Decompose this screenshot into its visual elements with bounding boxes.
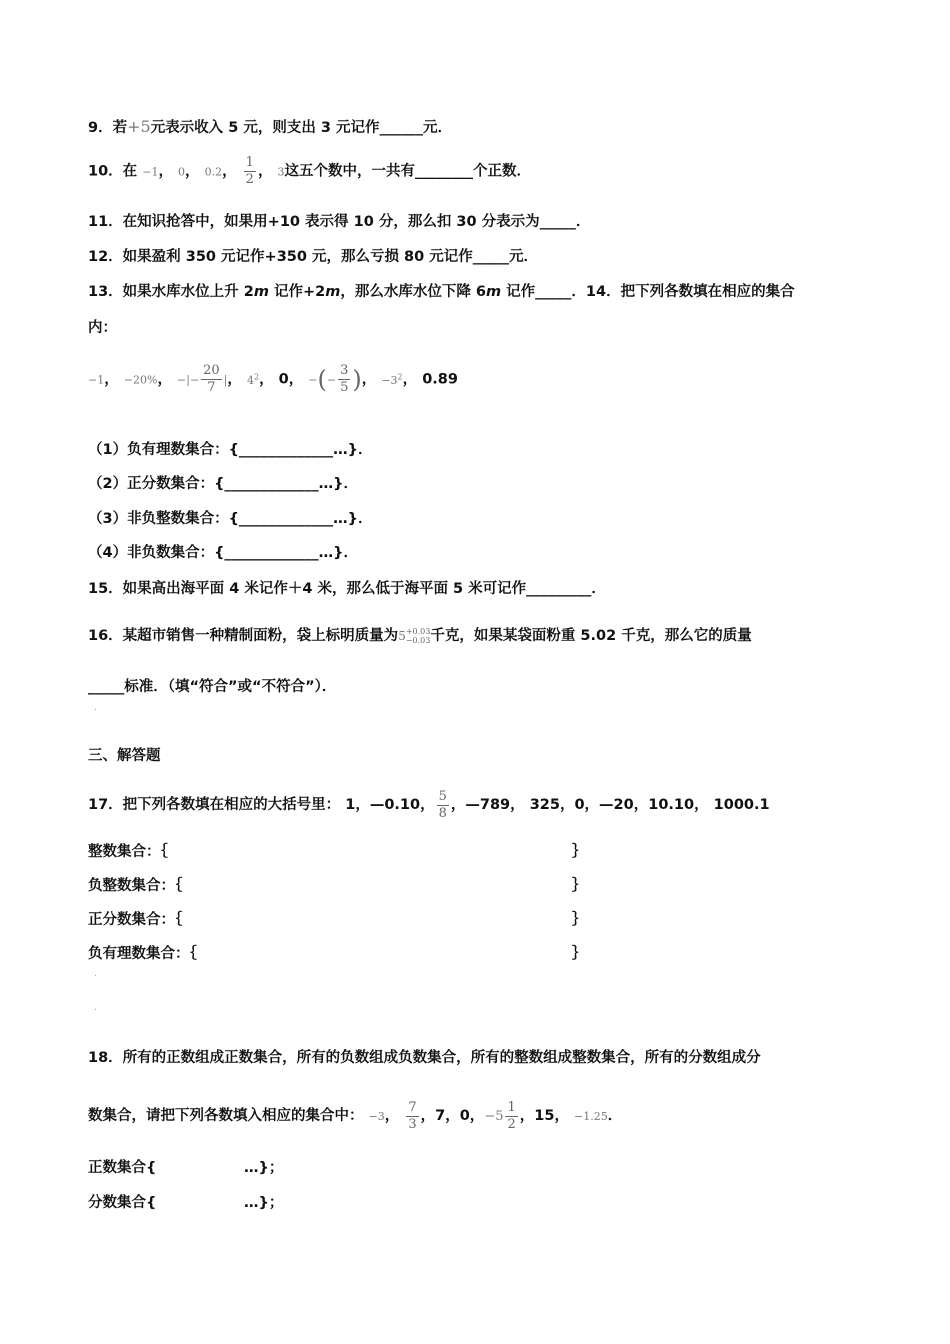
q16-base: 5	[398, 629, 406, 643]
q17-fraction: $\frac{5}{8}$	[438, 788, 447, 821]
q10-fraction: $\frac{1}{2}$	[245, 155, 254, 187]
q10-num5: 3	[277, 165, 285, 179]
q14-set-4: （4）非负数集合：{_____________…}．	[88, 545, 358, 561]
q18-mid: ，7，0，	[420, 1108, 485, 1124]
q17-set-negative-integer: 负整数集合：｛	[88, 878, 183, 894]
question-9	[88, 117, 452, 138]
q10-num1: −1	[142, 165, 159, 179]
q14-num-percent: −20%	[123, 373, 158, 387]
q14-inner-neg: −	[326, 373, 337, 387]
q18-set-positive: 正数集合{	[88, 1160, 157, 1176]
q14-abs-fraction: $\frac{20}{7}$	[203, 363, 220, 396]
question-14-line2: 内：	[88, 320, 117, 336]
question-18: 18．所有的正数组成正数集合，所有的负数组成负数集合，所有的整数组成整数集合，所有的分数组成分	[88, 1050, 761, 1066]
q14-neg-sign: −	[308, 373, 318, 387]
question-18-line2: 数集合，请把下列各数填入相应的集合中： −3， $\frac{7}{3}$ ，7，0，−5 $\frac{1}{2}$ ，15， −1.25．	[88, 1099, 623, 1132]
q9-prefix: 9．若	[88, 120, 128, 136]
q18-num-last: −1.25	[574, 1110, 608, 1123]
q17-set-positive-fraction: 正分数集合：｛	[88, 912, 183, 928]
q18-prefix: 数集合，请把下列各数填入相应的集合中：	[88, 1108, 364, 1124]
q18-set-fraction-tail: …}；	[244, 1195, 284, 1211]
q13-unit-1: m	[253, 284, 269, 300]
q17-set-negative-integer-close: ｝	[572, 878, 587, 894]
q18-end: ．	[607, 1108, 623, 1124]
q18-set-positive-tail: …}；	[244, 1160, 284, 1176]
q17-set-negative-rational: 负有理数集合：｛	[88, 946, 197, 962]
q18-num-neg3: −3	[368, 1110, 385, 1123]
q16-tolerance: +0.03 −0.03	[405, 627, 431, 645]
q14-power-4: $4^2$	[246, 372, 260, 387]
q17-set-integer: 整数集合：｛	[88, 844, 168, 860]
question-13	[88, 282, 795, 302]
q14-num-last: 0.89	[422, 371, 458, 388]
q18-set-fraction: 分数集合{	[88, 1195, 157, 1211]
question-16	[88, 626, 752, 646]
q18-fraction-7-3: $\frac{7}{3}$	[408, 1099, 417, 1132]
question-10: 10．在 −1， 0， 0.2， $\frac{1}{2}$ ， 3这五个数中，一共有________个正数．	[88, 155, 531, 187]
q16-prefix: 16．某超市销售一种精制面粉，袋上标明质量为	[88, 628, 399, 644]
q14-number-list: −1， −20%， −|− $\frac{20}{7}$ |， $4^2$， 0， −(− $\frac{3}{5}$ )， $-3^2$， 0.89	[88, 363, 458, 396]
section-heading-3: 三、解答题	[88, 748, 161, 764]
q14-paren-fraction: $\frac{3}{5}$	[340, 363, 349, 396]
q18-mixed-whole: −5	[484, 1109, 504, 1124]
q17-prefix: 17．把下列各数填在相应的大括号里： 1，—0.10，	[88, 797, 435, 813]
q16-text: 千克，如果某袋面粉重 5.02 千克，那么它的质量	[430, 628, 752, 644]
q14-abs-open: −|−	[177, 373, 200, 387]
q13-part-b: 记作+2	[268, 284, 326, 300]
q18-after: ，15，	[519, 1108, 569, 1124]
q10-text: 这五个数中，一共有________个正数．	[284, 163, 531, 180]
question-12: 12．如果盈利 350 元记作+350 元，那么亏损 80 元记作_____元．	[88, 249, 539, 265]
q10-prefix: 10．在	[88, 163, 138, 180]
question-17	[88, 783, 770, 827]
q17-set-positive-fraction-close: ｝	[572, 912, 587, 928]
question-15: 15．如果高出海平面 4 米记作＋4 米，那么低于海平面 5 米可记作_________．	[88, 581, 606, 597]
q14-num-neg1: −1	[88, 373, 105, 387]
q10-num3: 0.2	[204, 165, 223, 179]
question-11: 11．在知识抢答中，如果用+10 表示得 10 分，那么扣 30 分表示为_____．	[88, 214, 591, 230]
q13-unit-3: m	[485, 284, 502, 300]
q10-num2: 0	[178, 165, 186, 179]
q14-set-2: （2）正分数集合：{_____________…}．	[88, 476, 358, 492]
q9-math: +5	[127, 117, 151, 136]
q17-set-negative-rational-close: ｝	[572, 946, 587, 962]
q13-part-d: 记作_____．14．把下列各数填在相应的集合	[501, 284, 795, 300]
q14-set-1: （1）负有理数集合：{_____________…}．	[88, 442, 373, 458]
q13-part-c: ，那么水库水位下降 6	[340, 284, 486, 300]
q17-text: ，—789， 325，0，—20，10.10， 1000.1	[450, 797, 770, 813]
question-16-line2: _____标准．（填“符合”或“不符合”）．	[88, 679, 337, 695]
q14-power-3: $-3^2$	[381, 372, 403, 387]
q13-unit-2: m	[325, 284, 341, 300]
q14-abs-close: |	[223, 373, 228, 387]
q13-part-a: 13．如果水库水位上升 2	[88, 284, 254, 300]
q9-text: 元表示收入 5 元，则支出 3 元记作______元．	[150, 120, 453, 136]
q14-num-zero: 0	[278, 371, 289, 388]
q18-mixed-fraction: $\frac{1}{2}$	[507, 1099, 516, 1132]
q14-set-3: （3）非负整数集合：{_____________…}．	[88, 511, 373, 527]
q17-set-integer-close: ｝	[572, 844, 587, 860]
